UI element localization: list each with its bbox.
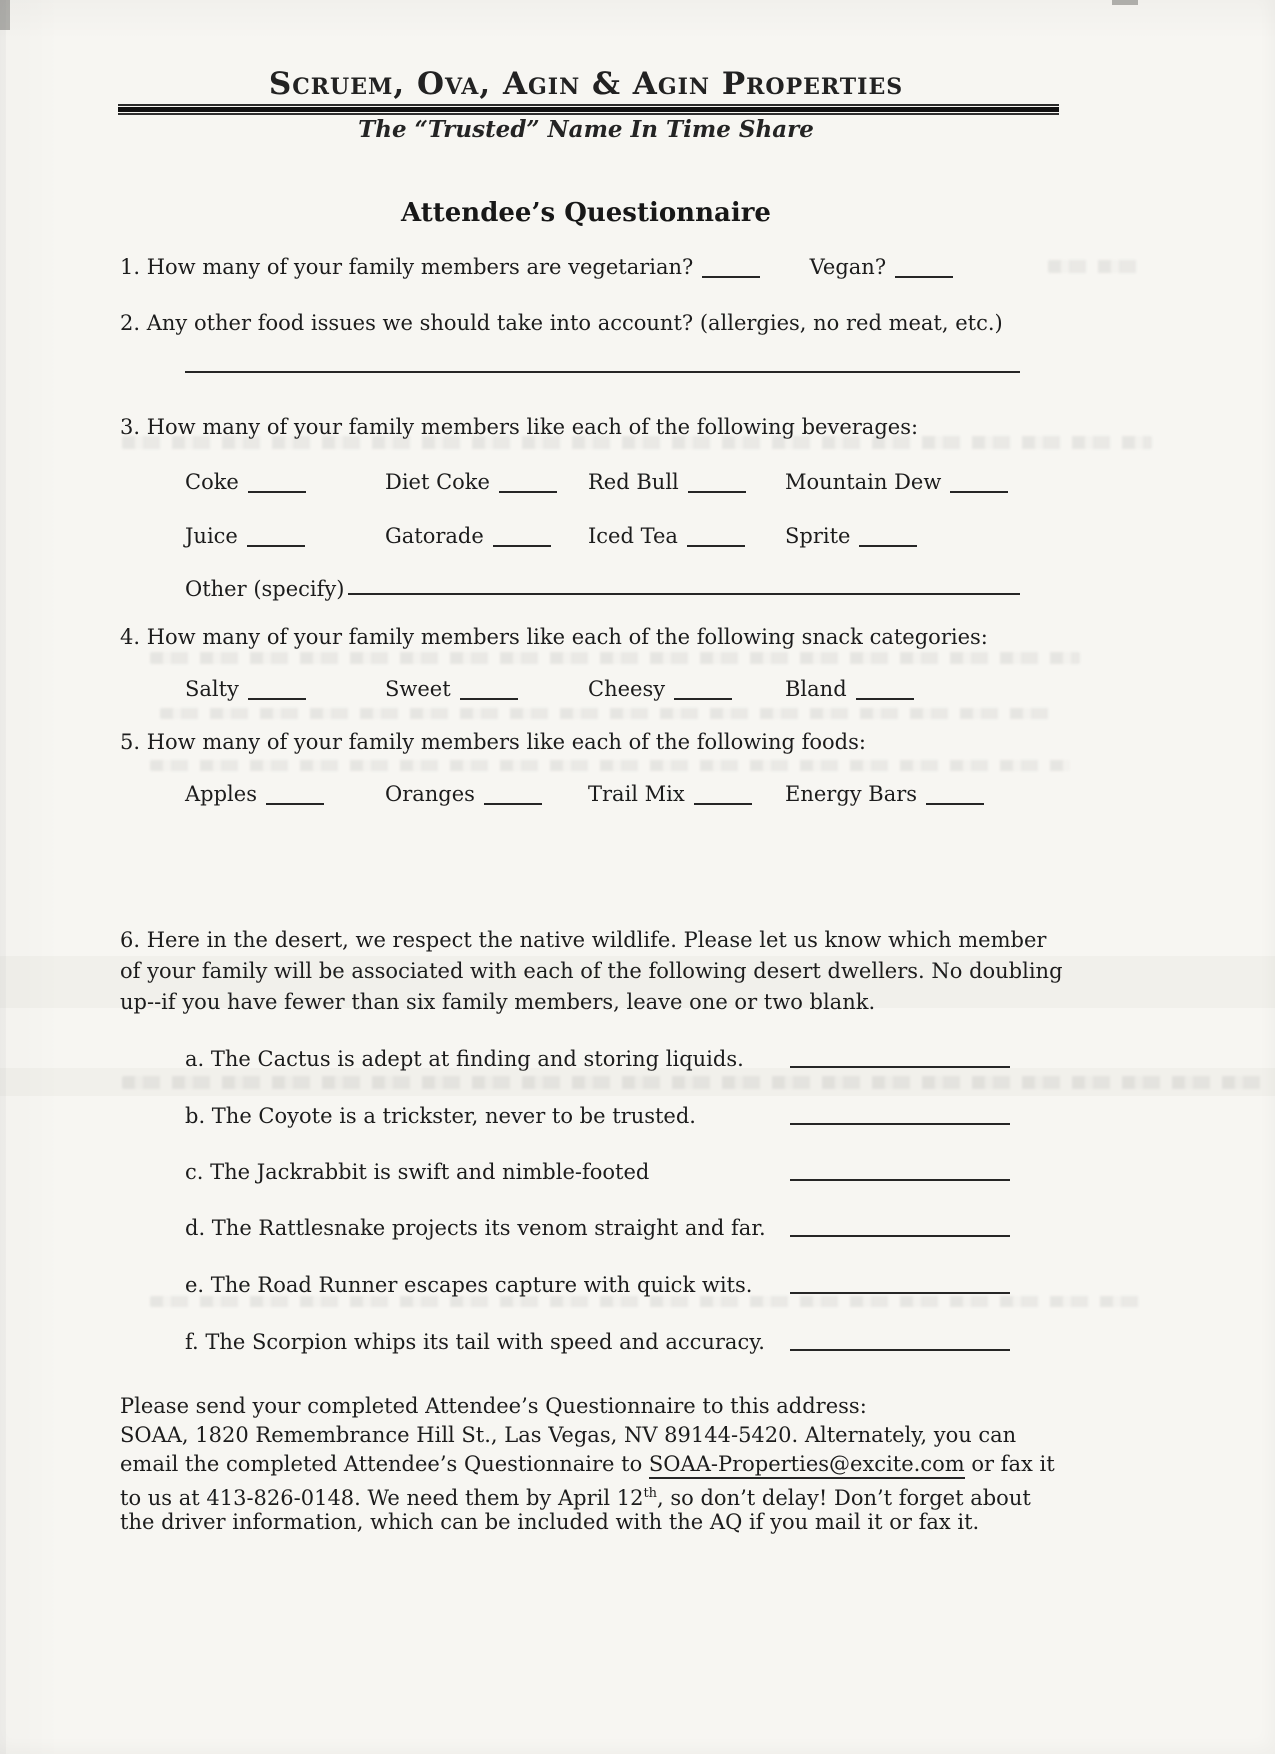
beverage-other (185, 577, 344, 601)
question-1-label: 1. How many of your family members are vegetarian? (120, 255, 694, 279)
footer-line-3-text: email the completed Attendee’s Questionnaire to (120, 1452, 649, 1476)
food-label: Apples (185, 782, 257, 806)
company-tagline: The “Trusted” Name In Time Share (358, 116, 814, 143)
company-name: Scruem, Ova, Agin & Agin Properties (268, 66, 904, 102)
trail-mix-blank[interactable] (694, 803, 752, 805)
jackrabbit-answer-blank[interactable] (790, 1178, 1010, 1181)
beverage-label: Coke (185, 470, 239, 494)
scan-artifact (150, 652, 1080, 664)
footer-line-2: SOAA, 1820 Remembrance Hill St., Las Vegas, NV 89144-5420. Alternately, you can (120, 1423, 1017, 1447)
q1-vegetarian-blank[interactable] (702, 276, 760, 278)
scan-artifact (150, 760, 1070, 771)
footer-line-1: Please send your completed Attendee’s Questionnaire to this address: (120, 1394, 867, 1418)
beverage-row-1 (185, 470, 1125, 502)
sprite-blank[interactable] (859, 545, 917, 547)
bland-blank[interactable] (856, 698, 914, 700)
gatorade-blank[interactable] (493, 545, 551, 547)
wildlife-item-road-runner (185, 1273, 1065, 1307)
footer-line-5: the driver information, which can be included with the AQ if you mail it or fax it. (120, 1510, 980, 1534)
question-6-line: up--if you have fewer than six family members, leave one or two blank. (120, 990, 876, 1014)
scan-edge-mark (0, 0, 10, 30)
beverage-label: Red Bull (588, 470, 679, 494)
footer-line-4-tail: , so don’t delay! Don’t forget about (657, 1486, 1031, 1510)
question-6-line: 6. Here in the desert, we respect the native wildlife. Please let us know which member (120, 928, 1047, 952)
rattlesnake-answer-blank[interactable] (790, 1234, 1010, 1237)
scorpion-answer-blank[interactable] (790, 1348, 1010, 1351)
question-6-line: of your family will be associated with each of the following desert dwellers. No doubling (120, 959, 1063, 983)
question-2-label: 2. Any other food issues we should take into account? (allergies, no red meat, etc.) (120, 311, 1003, 335)
other-specify-label: Other (specify) (185, 577, 345, 601)
wildlife-item-label: d. The Rattlesnake projects its venom straight and far. (185, 1216, 766, 1240)
mountain-dew-blank[interactable] (950, 491, 1008, 493)
snack-label: Cheesy (588, 677, 666, 701)
beverage-label: Diet Coke (385, 470, 490, 494)
wildlife-item-label: c. The Jackrabbit is swift and nimble-footed (185, 1160, 650, 1184)
cactus-answer-blank[interactable] (790, 1065, 1010, 1068)
snack-label: Salty (185, 677, 239, 701)
footer-line-3-tail: or fax it (964, 1452, 1055, 1476)
scan-artifact (1048, 260, 1144, 273)
question-1-vegan-label: Vegan? (809, 255, 887, 279)
question-3-label: 3. How many of your family members like each of the following beverages: (120, 415, 919, 439)
footer-line-3 (120, 1450, 1055, 1479)
beverage-label: Juice (185, 524, 238, 548)
wildlife-item-cactus (185, 1047, 1065, 1081)
footer-line-4-text: to us at 413-826-0148. We need them by April 12 (120, 1486, 644, 1510)
food-label: Energy Bars (785, 782, 918, 806)
wildlife-item-coyote (185, 1104, 1065, 1138)
scan-edge-mark (1112, 0, 1138, 5)
scan-artifact (160, 708, 1060, 719)
beverage-label: Mountain Dew (785, 470, 942, 494)
salty-blank[interactable] (248, 698, 306, 700)
question-5-label: 5. How many of your family members like each of the following foods: (120, 730, 866, 754)
iced-tea-blank[interactable] (687, 545, 745, 547)
document-title: Attendee’s Questionnaire (401, 198, 771, 228)
oranges-blank[interactable] (484, 803, 542, 805)
wildlife-item-jackrabbit (185, 1160, 1065, 1194)
wildlife-item-label: e. The Road Runner escapes capture with quick wits. (185, 1273, 753, 1297)
question-4-label: 4. How many of your family members like each of the following snack categories: (120, 625, 988, 649)
apples-blank[interactable] (266, 803, 324, 805)
beverage-label: Sprite (785, 524, 851, 548)
wildlife-item-scorpion (185, 1330, 1065, 1364)
wildlife-item-label: f. The Scorpion whips its tail with speed and accuracy. (185, 1330, 765, 1354)
red-bull-blank[interactable] (688, 491, 746, 493)
ordinal-suffix: th (643, 1486, 658, 1501)
wildlife-item-rattlesnake (185, 1216, 1065, 1250)
road-runner-answer-blank[interactable] (790, 1291, 1010, 1294)
wildlife-item-label: b. The Coyote is a trickster, never to be trusted. (185, 1104, 696, 1128)
diet-coke-blank[interactable] (499, 491, 557, 493)
snack-label: Bland (785, 677, 847, 701)
wildlife-item-label: a. The Cactus is adept at finding and storing liquids. (185, 1047, 744, 1071)
sweet-blank[interactable] (460, 698, 518, 700)
food-label: Trail Mix (588, 782, 685, 806)
cheesy-blank[interactable] (674, 698, 732, 700)
coke-blank[interactable] (248, 491, 306, 493)
food-label: Oranges (385, 782, 475, 806)
beverage-row-2 (185, 524, 1125, 556)
energy-bars-blank[interactable] (926, 803, 984, 805)
beverage-label: Iced Tea (588, 524, 678, 548)
q1-vegan-blank[interactable] (895, 276, 953, 278)
question-1 (120, 255, 953, 279)
food-row (185, 782, 1125, 814)
beverage-label: Gatorade (385, 524, 484, 548)
snack-row (185, 677, 1125, 709)
juice-blank[interactable] (247, 545, 305, 547)
coyote-answer-blank[interactable] (790, 1122, 1010, 1125)
email-link[interactable]: SOAA-Properties@excite.com (649, 1452, 965, 1479)
other-specify-blank[interactable] (348, 592, 1020, 595)
q2-answer-blank[interactable] (185, 370, 1020, 373)
header-rule (118, 104, 1059, 115)
snack-label: Sweet (385, 677, 451, 701)
